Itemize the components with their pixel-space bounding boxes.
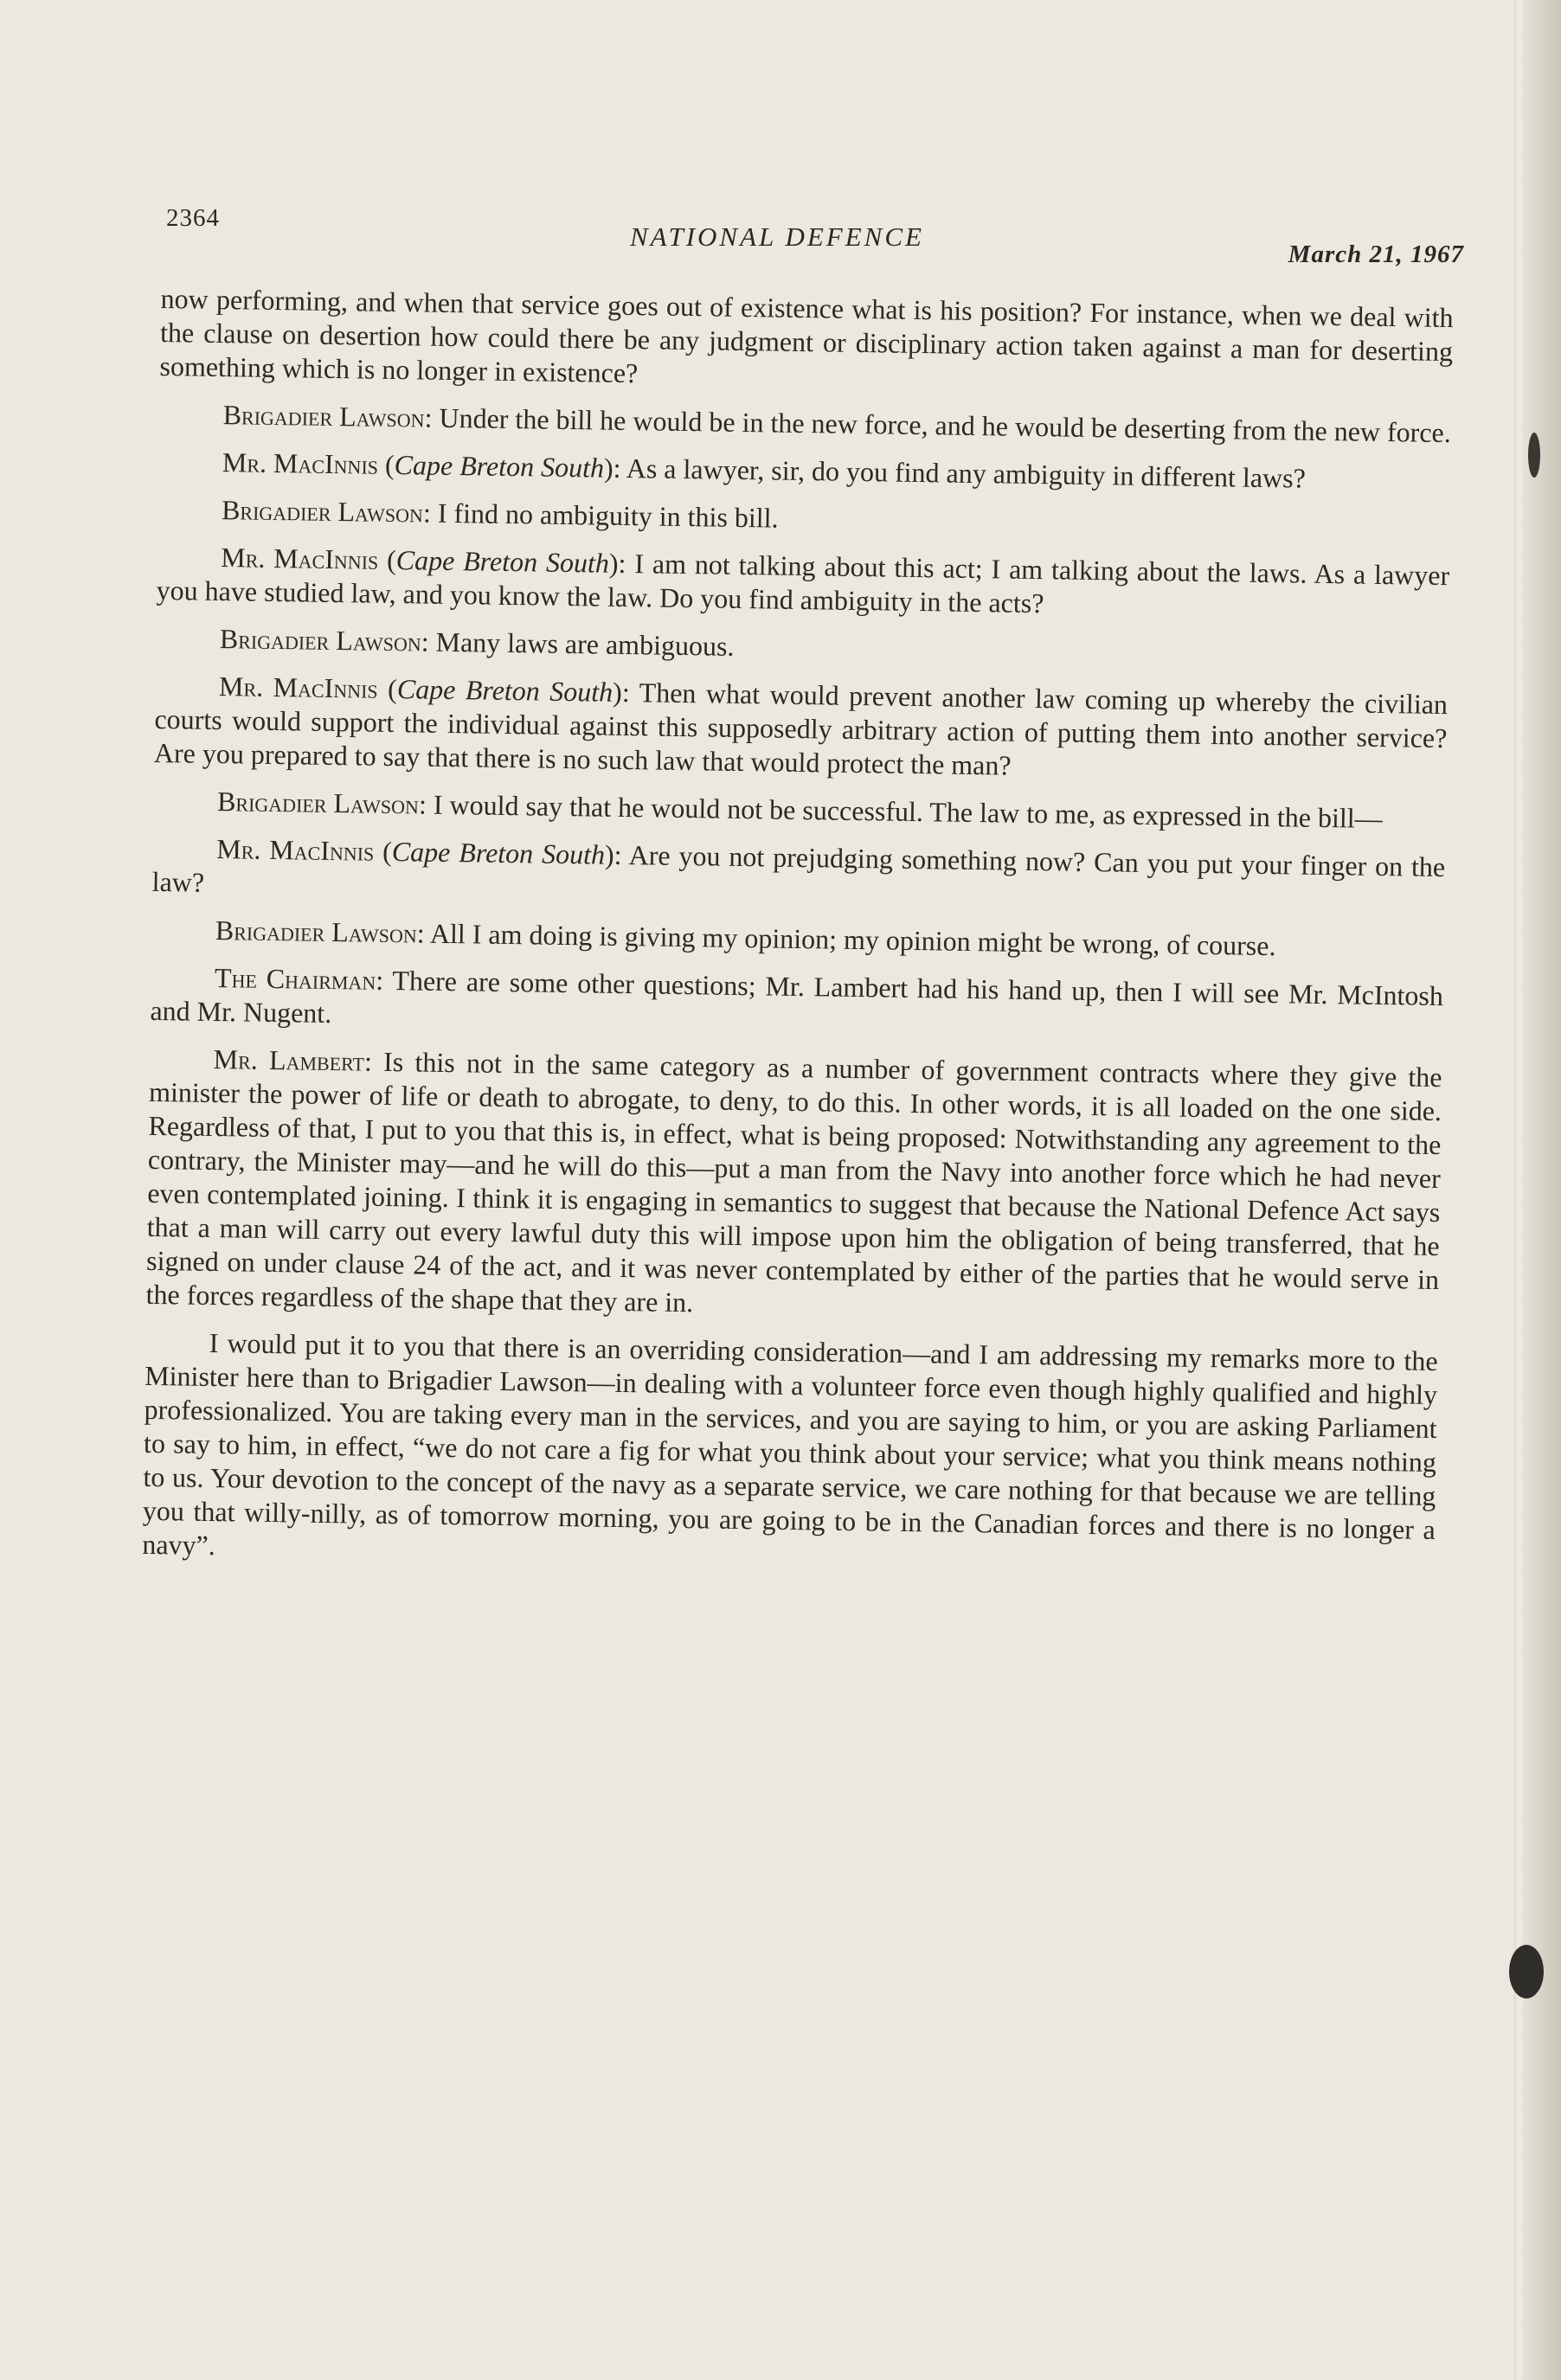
paragraph bbox=[142, 1325, 1438, 1581]
speaker-name: Mr. Lambert bbox=[213, 1043, 365, 1077]
paragraph: Mr. MacInnis (Cape Breton South): I am not talking about this act; I am talking about the laws. As a lawyer you have studied law, and you know the law. Do you find ambiguity in the acts? bbox=[156, 542, 1450, 619]
paragraph: Mr. MacInnis (Cape Breton South): Are you not prejudging something now? Can you put your finger on the law? bbox=[151, 833, 1446, 898]
paragraph bbox=[159, 282, 1454, 402]
paragraph bbox=[156, 621, 1449, 674]
paragraph-text: : Is this not in the same category as a number of government contracts where they give the minister the power of life or death to abrogate, to deny, to do this. In other words, it is all loaded on the one side. Regardless of that, I put to you that this is, in effect, what is being proposed: Notwithstanding any agreement to the contrary, the Minister may—and he will do this—put a man from the Navy into another force which he had never even contemplated joining. I think it is engaging in semantics to suggest that because the National Defence Act says that a man will carry out every lawful duty this will impose upon him the obligation of being transferred, that he signed on under clause 24 of the act, and it was never contemplated by either of the parties that he would serve in the forces regardless of the shape that they are in. bbox=[145, 1045, 1442, 1318]
page-gutter bbox=[1523, 0, 1561, 2380]
speaker-name: Brigadier Lawson bbox=[215, 914, 418, 949]
speaker-riding: Cape Breton South bbox=[391, 836, 606, 870]
speaker-riding: Cape Breton South bbox=[395, 544, 610, 579]
speaker-name: The Chairman bbox=[214, 962, 376, 996]
speaker-name: Mr. MacInnis bbox=[218, 670, 378, 704]
margin-ink-mark bbox=[1528, 433, 1540, 478]
running-header bbox=[166, 201, 1464, 270]
paragraph-text: I would put it to you that there is an overriding consideration—and I am addressing my remarks more to the Minister here than to Brigadier Lawson—in dealing with a volunteer force even though highly qualified and highly professionalized. You are taking every man in the services, and you are saying to him, or you are asking Parliament to say to him, in effect, “we do not care a fig for what you think about your service; what you think means nothing to us. Your devotion to the concept of the navy as a separate service, we care nothing for that because we are telling you that willy-nilly, as of tomorrow morning, you are going to be in the Canadian forces and there is no longer a navy”. bbox=[142, 1326, 1438, 1562]
paragraph-text: : As a lawyer, sir, do you find any ambiguity in different laws? bbox=[613, 452, 1307, 494]
paragraph bbox=[145, 1042, 1442, 1331]
running-title: NATIONAL DEFENCE bbox=[630, 221, 924, 252]
paragraph-text: : I am not talking about this act; I am talking about the laws. As a lawyer you have studied law, and you know the law. Do you find ambiguity in the acts? bbox=[156, 547, 1450, 619]
speaker-name: Mr. MacInnis bbox=[216, 833, 375, 867]
page-fold-line bbox=[1514, 0, 1516, 2380]
paragraph: Mr. MacInnis (Cape Breton South): Then what would prevent another law coming up whereby the civilian courts would support the individual against this supposedly arbitrary action of putting them into another service? Are you prepared to say that there is no such law that would protect the man? bbox=[153, 670, 1449, 781]
paragraph: Mr. MacInnis (Cape Breton South): As a lawyer, sir, do you find any ambiguity in different laws? bbox=[222, 446, 1307, 494]
paragraph-text: : There are some other questions; Mr. Lambert had his hand up, then I will see Mr. McIntosh and Mr. Nugent. bbox=[150, 964, 1444, 1030]
paragraph bbox=[158, 397, 1451, 450]
speaker-name: Brigadier Lawson bbox=[216, 786, 420, 820]
page-number: 2364 bbox=[166, 204, 220, 232]
speaker-riding: Cape Breton South bbox=[396, 673, 613, 708]
speaker-name: Mr. MacInnis bbox=[221, 542, 379, 575]
paragraph bbox=[151, 913, 1444, 965]
paragraph-text: : I find no ambiguity in this bill. bbox=[422, 497, 779, 534]
speaker-riding: Cape Breton South bbox=[394, 449, 605, 484]
paragraph-text: : Are you not prejudging something now? Can you put your finger on the law? bbox=[151, 838, 1446, 898]
speaker-name: Mr. MacInnis bbox=[222, 446, 379, 480]
paragraph bbox=[157, 492, 1450, 545]
paragraph-text: now performing, and when that service goes out of existence what is his position? For instance, when we deal with the clause on desertion how could there be any judgment or disciplinary action taken against a man for deserting something which is no longer in existence? bbox=[159, 282, 1454, 389]
speaker-name: Brigadier Lawson bbox=[221, 494, 424, 529]
paragraph-text: : All I am doing is giving my opinion; my opinion might be wrong, of course. bbox=[416, 917, 1276, 962]
paragraph-text: : Under the bill he would be in the new force, and he would be deserting from the new force. bbox=[424, 401, 1452, 449]
speaker-name: Brigadier Lawson bbox=[219, 623, 422, 658]
margin-ink-mark bbox=[1509, 1945, 1544, 1998]
header-date: March 21, 1967 bbox=[1288, 241, 1464, 268]
paragraph bbox=[150, 960, 1443, 1047]
paragraph-text: : I would say that he would not be successful. The law to me, as expressed in the bill— bbox=[418, 788, 1383, 835]
paragraph-text: : Many laws are ambiguous. bbox=[421, 625, 735, 662]
paragraph bbox=[153, 784, 1446, 837]
speaker-name: Brigadier Lawson bbox=[222, 399, 425, 433]
paragraph-text: : Then what would prevent another law coming up whereby the civilian courts would support the individual against this supposedly arbitrary action of putting them into another service? Are you prepared to say that there is no such law that would protect the man? bbox=[153, 676, 1449, 781]
transcript-body bbox=[142, 282, 1454, 1594]
